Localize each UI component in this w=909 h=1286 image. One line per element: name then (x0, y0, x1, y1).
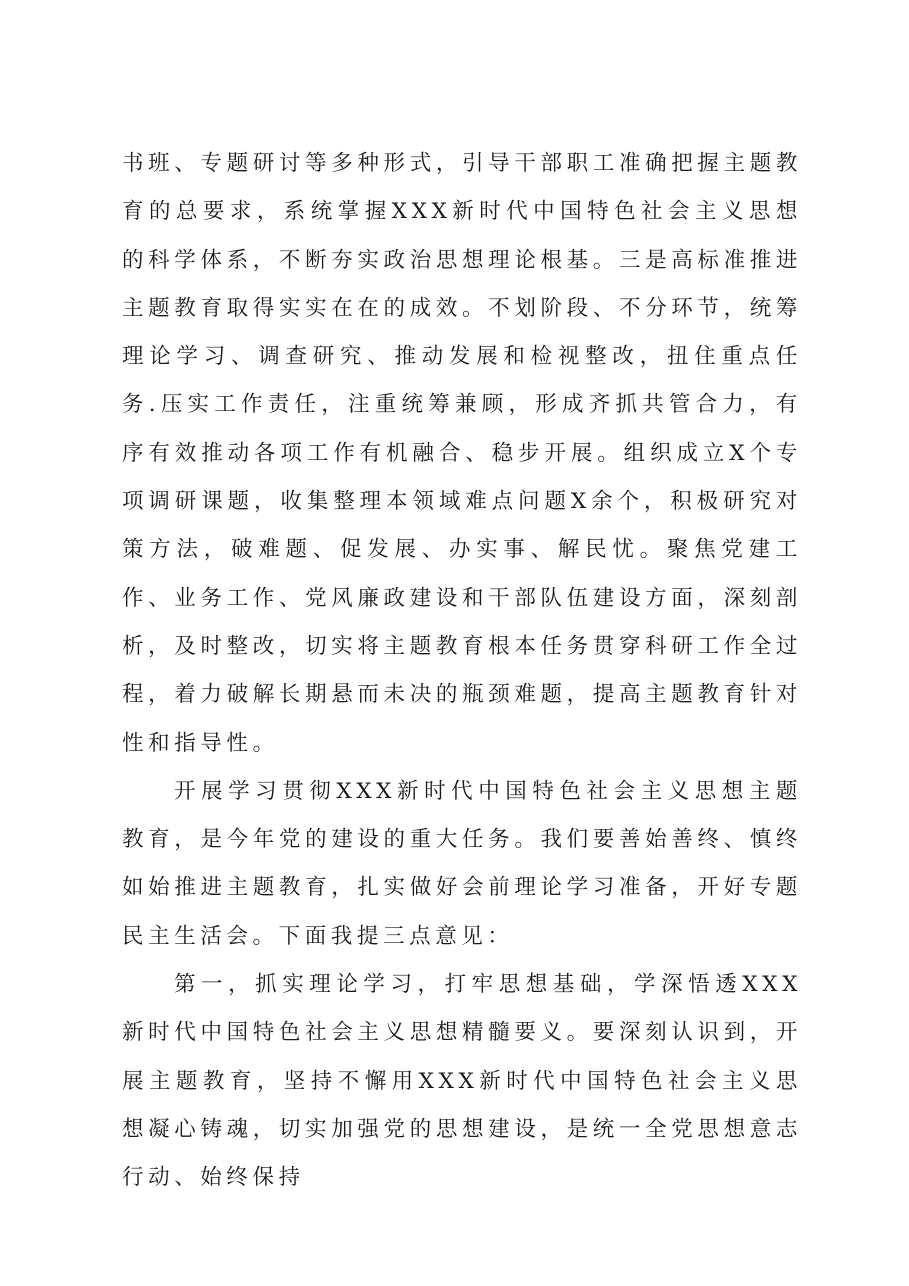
document-body (122, 140, 802, 1203)
paragraph-continuation: 书班、专题研讨等多种形式，引导干部职工准确把握主题教育的总要求，系统掌握XXX新时代中国特色社会主义思想的科学体系，不断夯实政治思想理论根基。三是高标准推进主题教育取得实实在在的成效。不划阶段、不分环节，统筹理论学习、调查研究、推动发展和检视整改，扭住重点任务.压实工作责任，注重统筹兼顾，形成齐抓共管合力，有序有效推动各项工作有机融合、稳步开展。组织成立X个专项调研课题，收集整理本领域难点问题X余个，积极研究对策方法，破难题、促发展、办实事、解民忧。聚焦党建工作、业务工作、党风廉政建设和干部队伍建设方面，深刻剖析，及时整改，切实将主题教育根本任务贯穿科研工作全过程，着力破解长期悬而未决的瓶颈难题，提高主题教育针对性和指导性。 (122, 151, 802, 756)
paragraph-point-one: 第一，抓实理论学习，打牢思想基础，学深悟透XXX新时代中国特色社会主义思想精髓要义。要深刻认识到，开展主题教育，坚持不懈用XXX新时代中国特色社会主义思想凝心铸魂，切实加强党的思想建设，是统一全党思想意志行动、始终保持 (122, 972, 802, 1191)
paragraph-task-overview: 开展学习贯彻XXX新时代中国特色社会主义思想主题教育，是今年党的建设的重大任务。我们要善始善终、慎终如始推进主题教育，扎实做好会前理论学习准备，开好专题民主生活会。下面我提三点意见： (122, 778, 802, 949)
